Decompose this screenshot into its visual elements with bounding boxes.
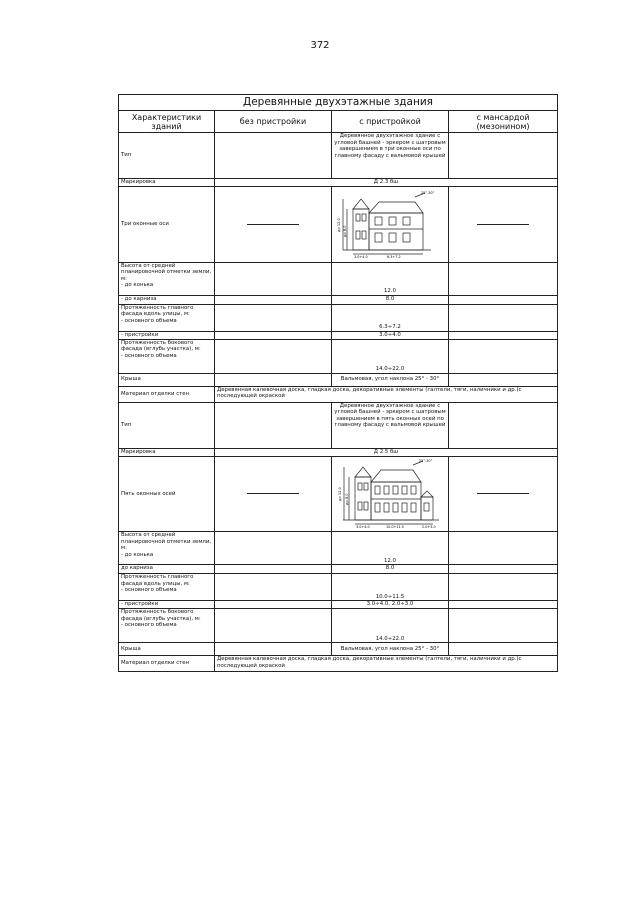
dim-tower-width: 3.0+4.0	[356, 524, 370, 529]
row-front-label: Протяженность главного фасада вдоль улицы, м: - основного объема	[119, 574, 215, 601]
row-side-label: Протяженность бокового фасада (вглубь участка), м: - основного объема	[119, 339, 215, 373]
row-front-label: Протяженность главного фасада вдоль улицы, м: - основного объема	[119, 304, 215, 331]
row-cornice-value: 8.0	[332, 565, 449, 574]
row-front-value: 6.3÷7.2	[332, 304, 449, 331]
row-axes-label: Три оконные оси	[119, 187, 215, 263]
row-roof-label: Крыша	[119, 373, 215, 386]
row-type-value: Деревянное двухэтажное здание с угловой башней - эркером с шатровым завершением в пять оконных осей по главному фасаду с вальмовой крышей	[332, 402, 449, 448]
row-type-label: Тип	[119, 402, 215, 448]
row-cornice-value: 8.0	[332, 295, 449, 304]
row-ridge-value: 12.0	[332, 262, 449, 295]
row-roof-value: Вальмовая, угол наклона 25° - 30°	[332, 643, 449, 656]
row-annex-value: 3.0÷4.0	[332, 331, 449, 339]
row-axes-label: Пять оконных осей	[119, 456, 215, 532]
row-material-label: Материал отделки стен	[119, 386, 215, 402]
row-height-label: Высота от средней планировочной отметки земли, м: - до конька	[119, 262, 215, 295]
row-annex-value: 3.0÷4.0, 2.0÷3.0	[332, 601, 449, 609]
dim-main-width: 10.0+11.5	[386, 524, 404, 529]
row-height-label: Высота от средней планировочной отметки земли, м: - до конька	[119, 532, 215, 565]
dim-roof-angle: 25°-30°	[419, 458, 433, 463]
page-number: 372	[310, 40, 330, 51]
dim-roof-angle: 25°-30°	[421, 191, 435, 195]
dim-annex-width: 2.0+3.0	[422, 524, 436, 529]
row-marking-value: Д 2.3 бш	[215, 179, 558, 187]
row-cornice-label: - до карниза	[119, 295, 215, 304]
row-ridge-value: 12.0	[332, 532, 449, 565]
row-material-label: Материал отделки стен	[119, 656, 215, 672]
empty-dash	[477, 493, 529, 494]
facade-drawing-2	[332, 456, 449, 532]
house-elevation-5-axes	[335, 457, 445, 529]
dim-height-cornice: до 8.0	[345, 493, 349, 505]
dim-tower-width: 3.0+4.0	[354, 255, 368, 259]
empty-dash	[247, 224, 299, 225]
header-with-annex: с пристройкой	[332, 111, 449, 133]
row-side-value: 14.0÷22.0	[332, 339, 449, 373]
header-characteristics: Характеристики зданий	[119, 111, 215, 133]
row-material-value: Деревянная калевочная доска, гладкая доска, декоративные элементы (галтели, тяги, наличники и др.)с последующей окраской	[215, 656, 558, 672]
row-front-value: 10.0÷11.5	[332, 574, 449, 601]
row-side-value: 14.0÷22.0	[332, 609, 449, 643]
header-mansard: с мансардой (мезонином)	[449, 111, 558, 133]
row-material-value: Деревянная калевочная доска, гладкая доска, декоративные элементы (галтели, тяги, наличники и др.)с последующей окраской	[215, 386, 558, 402]
dim-height-total: до 12.0	[338, 486, 342, 501]
buildings-table	[118, 94, 558, 672]
row-cornice-label: до карниза	[119, 565, 215, 574]
house-elevation-3-axes	[335, 187, 445, 259]
row-side-label: Протяженность бокового фасада (вглубь участка), м: - основного объема	[119, 609, 215, 643]
header-no-annex: без пристройки	[215, 111, 332, 133]
row-annex-label: - пристройки	[119, 601, 215, 609]
row-type-label: Тип	[119, 133, 215, 179]
dim-main-width: 6.3+7.2	[387, 255, 401, 259]
row-type-value: Деревянное двухэтажное здание с угловой башней - эркером с шатровым завершением в три оконные оси по главному фасаду с вальмовой крышей	[332, 133, 449, 179]
row-roof-value: Вальмовая, угол наклона 25° - 30°	[332, 373, 449, 386]
dim-height-total: до 12.0	[337, 218, 341, 232]
row-annex-label: - пристройки	[119, 331, 215, 339]
facade-drawing-1	[332, 187, 449, 263]
empty-dash	[477, 224, 529, 225]
empty-dash	[247, 493, 299, 494]
row-marking-value: Д 2.5 бш	[215, 448, 558, 456]
dim-height-cornice: до 8.0	[343, 225, 347, 237]
row-marking-label: Маркировка	[119, 448, 215, 456]
row-roof-label: Крыша	[119, 643, 215, 656]
row-marking-label: Маркировка	[119, 179, 215, 187]
table-title: Деревянные двухэтажные здания	[119, 95, 558, 111]
